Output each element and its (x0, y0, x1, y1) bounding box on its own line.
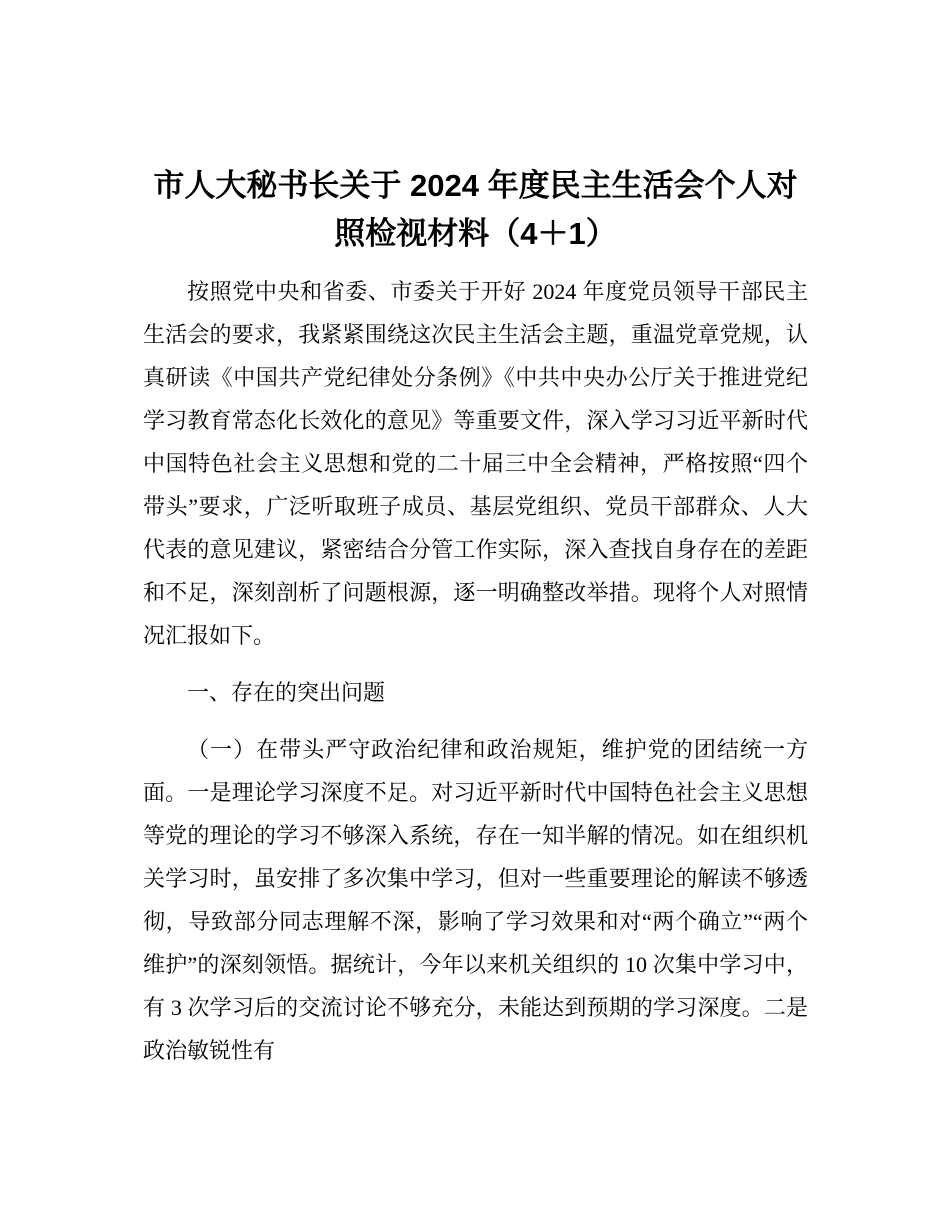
document-body (143, 270, 808, 1072)
document-title: 市人大秘书长关于 2024 年度民主生活会个人对照检视材料（4＋1） (153, 168, 798, 251)
section-heading-problems: 一、存在的突出问题 (187, 680, 386, 705)
paragraph-intro: 按照党中央和省委、市委关于开好 2024 年度党员领导干部民主生活会的要求，我紧紧围绕这次民主生活会主题，重温党章党规，认真研读《中国共产党纪律处分条例》《中共中央办公厅关于推进党纪学习教育常态化长效化的意见》等重要文件，深入学习习近平新时代中国特色社会主义思想和党的二十届三中全会精神，严格按照“四个带头”要求，广泛听取班子成员、基层党组织、党员干部群众、人大代表的意见建议，紧密结合分管工作实际，深入查找自身存在的差距和不足，深刻剖析了问题根源，逐一明确整改举措。现将个人对照情况汇报如下。 (143, 279, 808, 648)
paragraph-problem-one: （一）在带头严守政治纪律和政治规矩，维护党的团结统一方面。一是理论学习深度不足。对习近平新时代中国特色社会主义思想等党的理论的学习不够深入系统，存在一知半解的情况。如在组织机关学习时，虽安排了多次集中学习，但对一些重要理论的解读不够透彻，导致部分同志理解不深，影响了学习效果和对“两个确立”“两个维护”的深刻领悟。据统计，今年以来机关组织的 10 次集中学习中，有 3 次学习后的交流讨论不够充分，未能达到预期的学习深度。二是政治敏锐性有 (143, 737, 808, 1063)
